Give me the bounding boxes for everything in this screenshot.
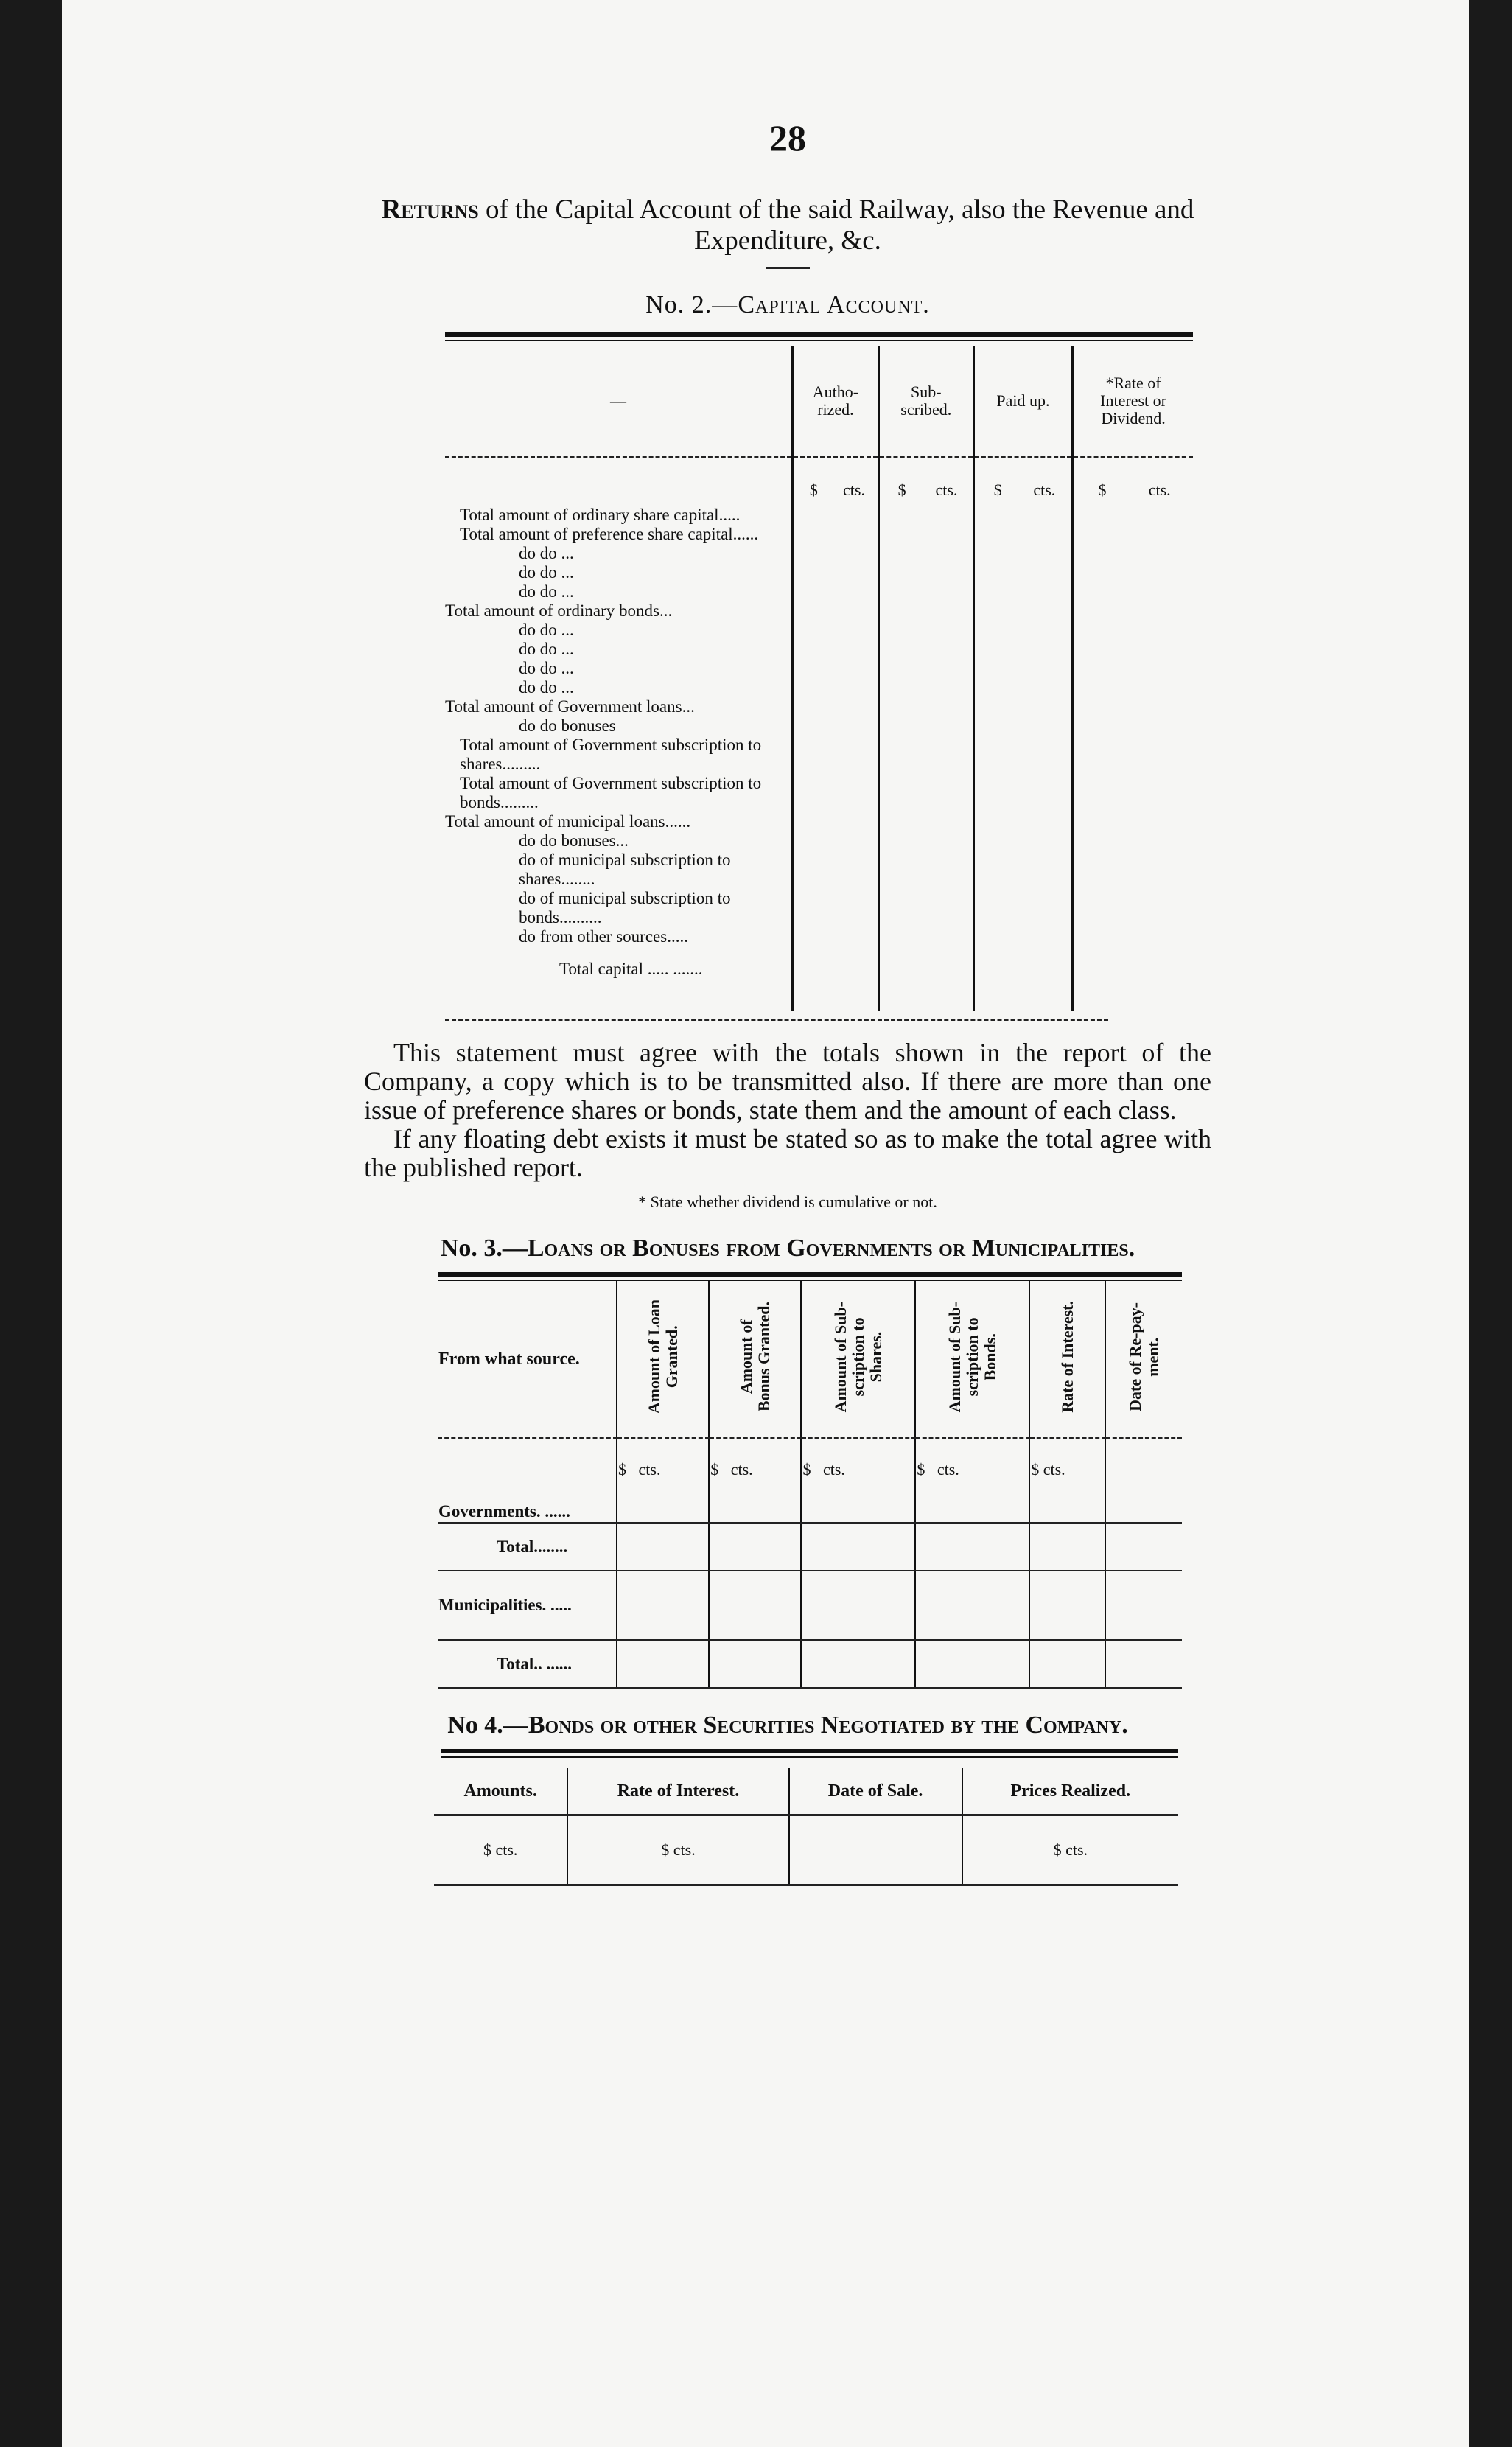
page-heading	[364, 195, 1211, 256]
empty-cell	[915, 1523, 1029, 1571]
governments-label: Governments. ......	[438, 1502, 570, 1521]
empty-cell	[1105, 1523, 1182, 1571]
col-rate-of-interest: Rate of Interest.	[567, 1768, 788, 1815]
money-cell: $ cts.	[801, 1439, 915, 1523]
page-content	[364, 111, 1211, 1886]
statement-text	[364, 1039, 1211, 1182]
empty-cell	[915, 1571, 1029, 1641]
empty-cell	[1029, 1641, 1105, 1689]
capital-row-label: do of municipal subscription to bonds..........	[519, 889, 731, 926]
capital-row-label: do do ...	[519, 621, 574, 639]
capital-row-label: do from other sources.....	[519, 927, 688, 946]
col-date-of-sale: Date of Sale.	[789, 1768, 962, 1815]
money-cell: $ cts.	[878, 458, 973, 1012]
short-rule	[766, 267, 810, 269]
col-rate: *Rate of Interest or Dividend.	[1073, 346, 1193, 458]
capital-row-labels	[445, 458, 793, 1012]
col-sub-shares: Amount of Sub- scription to Shares.	[801, 1281, 915, 1439]
price-cell: $ cts.	[962, 1815, 1178, 1885]
capital-row-label: Total amount of Government loans...	[445, 697, 695, 716]
capital-row-label: do do bonuses	[519, 716, 616, 735]
table-row	[438, 1439, 1182, 1523]
empty-cell	[1105, 1439, 1182, 1523]
empty-cell	[1029, 1523, 1105, 1571]
col-authorized: Autho- rized.	[793, 346, 879, 458]
loans-table	[438, 1281, 1182, 1689]
municipalities-label: Municipalities. .....	[438, 1596, 572, 1614]
table-row	[434, 1815, 1178, 1885]
empty-cell	[617, 1523, 709, 1571]
capital-row-label: do of municipal subscription to shares........	[519, 851, 731, 888]
heading-lead: Returns	[381, 195, 479, 225]
table-bottom-rule	[445, 1019, 1108, 1021]
col-prices-realized: Prices Realized.	[962, 1768, 1178, 1815]
money-cell: $ cts.	[915, 1439, 1029, 1523]
capital-row-label: Total amount of preference share capital......	[460, 525, 759, 543]
col-repayment: Date of Re-pay- ment.	[1105, 1281, 1182, 1439]
money-cell: $ cts.	[973, 458, 1072, 1012]
money-cell: $ cts.	[617, 1439, 709, 1523]
money-cell: $ cts.	[709, 1439, 801, 1523]
capital-row-label: do do ...	[519, 544, 574, 562]
page-number: 28	[769, 117, 806, 158]
capital-row-label: Total amount of ordinary share capital.....	[460, 506, 741, 524]
statement-paragraph: If any floating debt exists it must be stated so as to make the total agree with the published report.	[364, 1124, 1211, 1182]
empty-cell	[617, 1571, 709, 1641]
double-rule	[445, 332, 1193, 341]
footnote: * State whether dividend is cumulative or not.	[638, 1193, 937, 1211]
capital-row-label: do do ...	[519, 563, 574, 582]
amount-cell: $ cts.	[434, 1815, 567, 1885]
capital-account-table	[445, 346, 1193, 1011]
section2-title	[364, 291, 1211, 319]
col-subscribed: Sub- scribed.	[878, 346, 973, 458]
col-loan-granted: Amount of Loan Granted.	[617, 1281, 709, 1439]
double-rule	[438, 1272, 1182, 1281]
section2-prefix: No. 2.—	[645, 291, 738, 318]
capital-row-label: Total capital ..... .......	[559, 960, 703, 978]
capital-row-label: do do ...	[519, 659, 574, 677]
total-label: Total.. ......	[438, 1641, 617, 1689]
section4-title: No 4.—Bonds or other Securities Negotiated by the Company.	[447, 1711, 1128, 1739]
table-row	[438, 1641, 1182, 1689]
empty-cell	[1029, 1571, 1105, 1641]
table-row	[438, 1523, 1182, 1571]
capital-row-label: do do ...	[519, 640, 574, 658]
document-page	[62, 0, 1469, 2447]
col-bonus-granted: Amount of Bonus Granted.	[709, 1281, 801, 1439]
source-header: From what source.	[438, 1281, 617, 1439]
money-cell: $ cts.	[793, 458, 879, 1012]
money-cell: $ cts.	[1073, 458, 1193, 1012]
col-amounts: Amounts.	[434, 1768, 567, 1815]
empty-cell	[801, 1523, 915, 1571]
section2-title-text: Capital Account.	[738, 291, 930, 318]
capital-row-label: do do bonuses...	[519, 831, 629, 850]
rate-cell: $ cts.	[567, 1815, 788, 1885]
blank-header: —	[445, 346, 793, 458]
statement-paragraph: This statement must agree with the totals shown in the report of the Company, a copy which is to be transmitted also. If there are more than one issue of preference shares or bonds, state them and the amount of each class.	[364, 1038, 1211, 1125]
section3-title: No. 3.—Loans or Bonuses from Governments or Municipalities.	[440, 1235, 1135, 1262]
capital-row-label: Total amount of Government subscription to bonds.........	[460, 774, 762, 811]
empty-cell	[709, 1571, 801, 1641]
capital-row-label: Total amount of municipal loans......	[445, 812, 691, 831]
capital-row-label: Total amount of ordinary bonds...	[445, 601, 673, 620]
empty-cell	[709, 1523, 801, 1571]
capital-rows	[445, 458, 791, 979]
date-cell	[789, 1815, 962, 1885]
capital-row-label: do do ...	[519, 582, 574, 601]
double-rule	[441, 1749, 1178, 1758]
heading-rest: of the Capital Account of the said Railway, also the Revenue and Expenditure, &c.	[478, 195, 1194, 256]
empty-cell	[1105, 1641, 1182, 1689]
empty-cell	[915, 1641, 1029, 1689]
col-paid-up: Paid up.	[973, 346, 1072, 458]
empty-cell	[801, 1571, 915, 1641]
empty-cell	[709, 1641, 801, 1689]
col-sub-bonds: Amount of Sub- scription to Bonds.	[915, 1281, 1029, 1439]
total-label: Total........	[438, 1523, 617, 1571]
capital-row-label: Total amount of Government subscription to shares.........	[460, 736, 762, 773]
capital-row-label: do do ...	[519, 678, 574, 697]
table-row	[438, 1571, 1182, 1641]
empty-cell	[801, 1641, 915, 1689]
bonds-table	[434, 1768, 1178, 1886]
col-rate-interest: Rate of Interest.	[1029, 1281, 1105, 1439]
empty-cell	[617, 1641, 709, 1689]
empty-cell	[1105, 1571, 1182, 1641]
money-cell: $ cts.	[1029, 1439, 1105, 1523]
